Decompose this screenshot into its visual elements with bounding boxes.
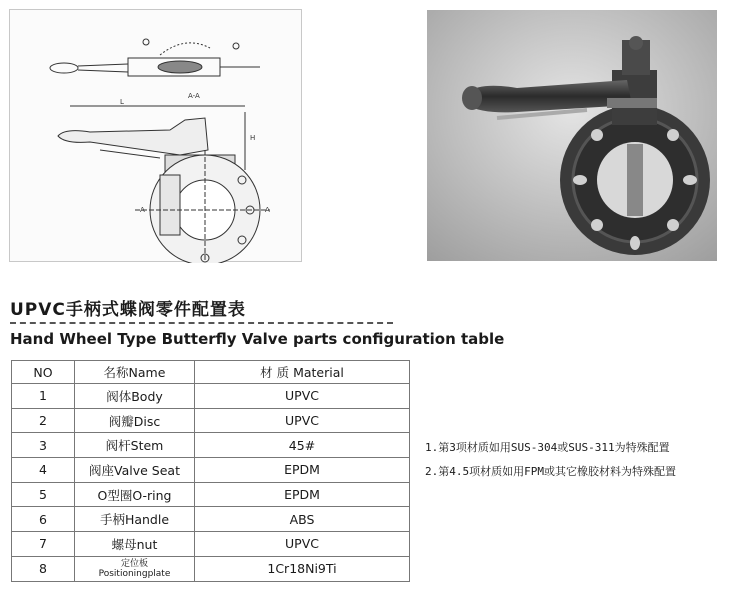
- row-name: 螺母nut: [75, 532, 195, 557]
- parts-table: [11, 360, 410, 582]
- row-material: UPVC: [195, 384, 410, 409]
- table-row: [12, 532, 410, 557]
- row-name: [75, 556, 195, 581]
- table-row: [12, 458, 410, 483]
- section-mark-a1: A: [140, 206, 145, 214]
- page-title-cn: UPVC手柄式蝶阀零件配置表: [10, 300, 246, 320]
- dimension-l-label: L: [120, 98, 124, 106]
- note-item: 2.第4.5项材质如用FPM或其它橡胶材料为特殊配置: [425, 465, 676, 478]
- table-row: [12, 433, 410, 458]
- header-name: 名称Name: [75, 361, 195, 384]
- row-material: 45#: [195, 433, 410, 458]
- row-name: 阀瓣Disc: [75, 408, 195, 433]
- row-name: 阀杆Stem: [75, 433, 195, 458]
- row-material: 1Cr18Ni9Ti: [195, 556, 410, 581]
- dashed-divider: [10, 322, 393, 324]
- row-no: 5: [12, 482, 75, 507]
- row-name-cn: 定位板: [120, 558, 148, 569]
- row-no: 4: [12, 458, 75, 483]
- header-material: 材 质 Material: [195, 361, 410, 384]
- row-no: 6: [12, 507, 75, 532]
- row-no: 1: [12, 384, 75, 409]
- row-no: 8: [12, 556, 75, 581]
- technical-drawing: [9, 9, 302, 262]
- section-label: A-A: [188, 92, 200, 100]
- row-name: O型圈O-ring: [75, 482, 195, 507]
- row-no: 2: [12, 408, 75, 433]
- table-row: [12, 507, 410, 532]
- dimension-h-label: H: [250, 134, 256, 142]
- row-material: UPVC: [195, 408, 410, 433]
- table-row: [12, 556, 410, 581]
- row-material: ABS: [195, 507, 410, 532]
- row-no: 3: [12, 433, 75, 458]
- row-no: 7: [12, 532, 75, 557]
- note-item: 1.第3项材质如用SUS-304或SUS-311为特殊配置: [425, 441, 670, 454]
- notes: [425, 436, 676, 484]
- table-row: [12, 384, 410, 409]
- row-material: EPDM: [195, 482, 410, 507]
- row-material: UPVC: [195, 532, 410, 557]
- table-header-row: [12, 361, 410, 384]
- row-name: 手柄Handle: [75, 507, 195, 532]
- product-photo: [427, 10, 717, 261]
- header-no: NO: [12, 361, 75, 384]
- row-material: EPDM: [195, 458, 410, 483]
- table-row: [12, 482, 410, 507]
- table-row: [12, 408, 410, 433]
- row-name: 阀座Valve Seat: [75, 458, 195, 483]
- row-name-en: Positioningplate: [98, 568, 171, 579]
- row-name: 阀体Body: [75, 384, 195, 409]
- page-title-en: Hand Wheel Type Butterfly Valve parts configuration table: [10, 330, 505, 348]
- section-mark-a2: A: [265, 206, 270, 214]
